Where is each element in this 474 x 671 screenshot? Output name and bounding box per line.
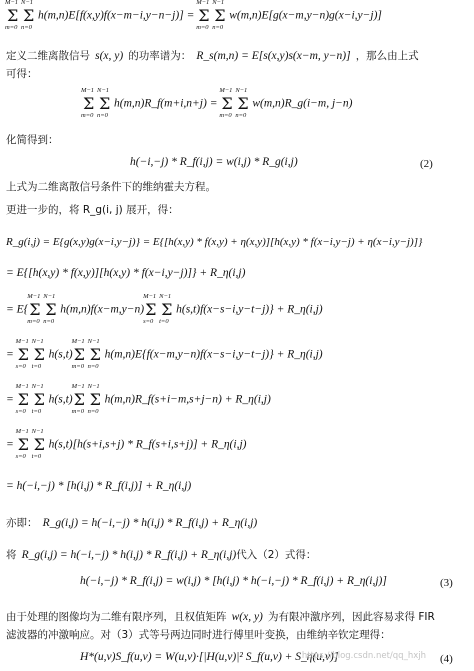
- sum-symbol: N−1 Σ n=0: [87, 338, 101, 370]
- equation-2: h(−i,−j) * R_f(i,j) = w(i,j) * R_g(i,j): [130, 156, 298, 168]
- paragraph-fir: 由于处理的图像均为二维有限序列，且权值矩阵 w(x, y) 为有限冲激序列，因此容易求得 FIR: [6, 611, 435, 623]
- paragraph-psd: 定义二维离散信号 s(x, y) 的功率谱为： R_s(m,n) = E[s(x,y)s(x−m, y−n)] ，那么由上式: [6, 50, 419, 62]
- equation-top-rhs: w(m,n)E[g(x−m,y−n)g(x−i,y−j)]: [229, 9, 382, 22]
- expansion-line-6: = M−1 Σ s=0 N−1 Σ t=0 h(s,t)[h(s+i,s+j) * R_f(s+i,s+j)] + R_η(i,j): [6, 428, 247, 460]
- sum-symbol: M−1 Σ m=0: [196, 0, 210, 31]
- watermark: https://blog.csdn.net/qq_hxjh: [301, 651, 426, 661]
- sum-symbol: N−1 Σ n=0: [235, 87, 249, 119]
- equation-4: H*(u,v)S_f(u,v) = W(u,v)·[|H(u,v)|² S_f(u,v) + S_η(u,v)]: [80, 651, 339, 663]
- equation-number-2: (2): [420, 158, 433, 170]
- sum-symbol: M−1 Σ m=0: [27, 293, 41, 325]
- sum-symbol: N−1 Σ n=0: [212, 0, 226, 31]
- equation-number-3: (3): [440, 577, 453, 589]
- sum-symbol: M−1 Σ s=0: [15, 428, 29, 460]
- sum-symbol: N−1 Σ n=0: [97, 87, 111, 119]
- expansion-line-7: = h(−i,−j) * [h(i,j) * R_f(i,j)] + R_η(i,j): [6, 480, 192, 492]
- paragraph-wiener-hopf: 上式为二维离散信号条件下的维纳霍夫方程。: [6, 181, 216, 193]
- expansion-line-4: = M−1 Σ s=0 N−1 Σ t=0 h(s,t) M−1 Σ m=0 N−1 Σ n=0 h(m,n)E{f(x−m,y−n)f(x−s−i,y−t−j)} + R_η(i,j): [6, 338, 323, 370]
- expansion-line-2: = E{[h(x,y) * f(x,y)][h(x,y) * f(x−i,y−j)]} + R_η(i,j): [6, 267, 246, 279]
- sum-symbol: N−1 Σ t=0: [31, 338, 45, 370]
- expansion-line-3: = E{ M−1 Σ m=0 N−1 Σ n=0 h(m,n)f(x−m,y−n) M−1 Σ s=0 N−1 Σ t=0 h(s,t)f(x−s−i,y−t−j)} + R_η(i,j): [6, 293, 323, 325]
- sum-symbol: M−1 Σ s=0: [15, 338, 29, 370]
- sum-symbol: N−1 Σ n=0: [87, 383, 101, 415]
- equation-3: h(−i,−j) * R_f(i,j) = w(i,j) * [h(i,j) * h(−i,−j) * R_f(i,j) + R_η(i,j)]: [80, 575, 387, 587]
- paragraph-get: 可得：: [6, 68, 38, 80]
- sum-symbol: M−1 Σ m=0: [219, 87, 233, 119]
- paragraph-also: 亦即： R_g(i,j) = h(−i,−j) * h(i,j) * R_f(i,j) + R_η(i,j): [6, 517, 258, 529]
- paragraph-substitute: 将 R_g(i,j) = h(−i,−j) * h(i,j) * R_f(i,j) + R_η(i,j)代入（2）式得：: [6, 549, 317, 561]
- sum-symbol: N−1 Σ t=0: [31, 428, 45, 460]
- expansion-line-5: = M−1 Σ s=0 N−1 Σ t=0 h(s,t) M−1 Σ m=0 N−1 Σ n=0 h(m,n)R_f(s+i−m,s+j−n) + R_η(i,j): [6, 383, 271, 415]
- sum-symbol: M−1 Σ m=0: [71, 338, 85, 370]
- sum-symbol: M−1 Σ m=0: [5, 0, 19, 31]
- sum-symbol: M−1 Σ m=0: [71, 383, 85, 415]
- paragraph-simplify: 化简得到：: [6, 134, 59, 146]
- sum-symbol: M−1 Σ s=0: [15, 383, 29, 415]
- equation-top-lhs: h(m,n)E[f(x,y)f(x−m−i,y−n−j)]: [38, 9, 184, 22]
- sum-symbol: N−1 Σ n=0: [43, 293, 57, 325]
- equation-number-4: (4): [440, 653, 453, 665]
- expansion-line-1: R_g(i,j) = E{g(x,y)g(x−i,y−j)} = E{[h(x,y) * f(x,y) + η(x,y)][h(x,y) * f(x−i,y−j) + η(x−i,y−j)]}: [6, 236, 423, 248]
- sum-symbol: M−1 Σ s=0: [143, 293, 157, 325]
- paragraph-expand: 更进一步的，将 R_g(i, j) 展开，得：: [6, 204, 179, 216]
- sum-symbol: N−1 Σ n=0: [21, 0, 35, 31]
- equation-top: M−1 Σ m=0 N−1 Σ n=0 h(m,n)E[f(x,y)f(x−m−i,y−n−j)] = M−1 Σ m=0 N−1 Σ n=0 w(m,n)E[g(x−m,y−n)g(x−i,y−j)]: [5, 0, 382, 31]
- sum-symbol: N−1 Σ t=0: [159, 293, 173, 325]
- sum-symbol: M−1 Σ m=0: [81, 87, 95, 119]
- paragraph-fir-2: 滤波器的冲激响应。对（3）式等号两边同时进行傅里叶变换，由维纳辛钦定理得：: [6, 629, 391, 641]
- sum-symbol: N−1 Σ t=0: [31, 383, 45, 415]
- equation-correlation: M−1 Σ m=0 N−1 Σ n=0 h(m,n)R_f(m+i,n+j) = M−1 Σ m=0 N−1 Σ n=0 w(m,n)R_g(i−m, j−n): [81, 87, 353, 119]
